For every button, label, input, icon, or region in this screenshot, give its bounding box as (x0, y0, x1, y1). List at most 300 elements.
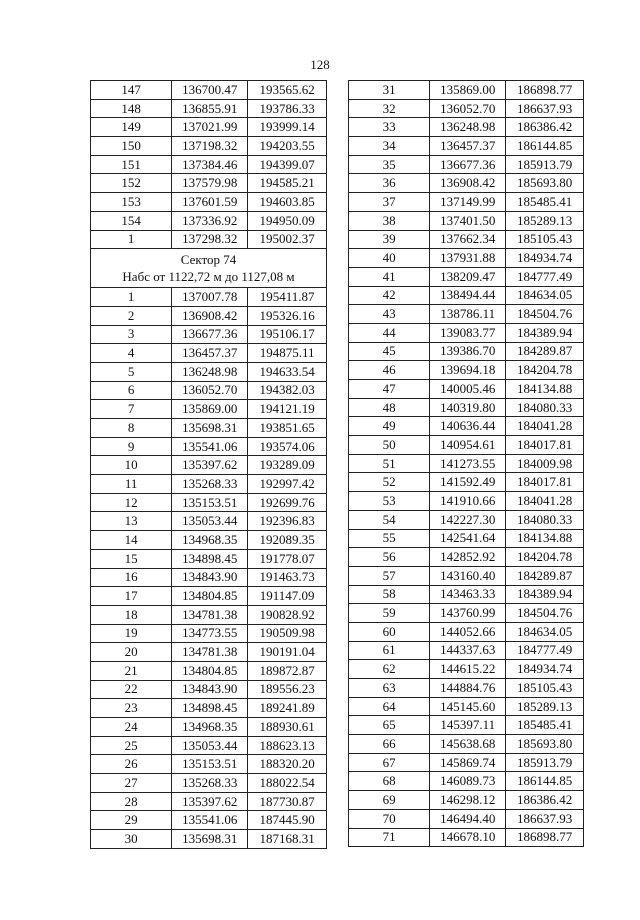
y-coordinate-cell: 184080.33 (506, 510, 584, 529)
x-coordinate-cell: 134898.45 (172, 549, 248, 568)
x-coordinate-cell: 135053.44 (172, 736, 248, 755)
point-number-cell: 31 (349, 81, 430, 100)
table-row (91, 568, 327, 587)
table-row (349, 211, 584, 230)
table-row (349, 193, 584, 212)
table-row (91, 792, 327, 811)
point-number-cell: 150 (91, 137, 172, 156)
point-number-cell: 44 (349, 323, 430, 342)
x-coordinate-cell: 135268.33 (172, 475, 248, 494)
x-coordinate-cell: 142541.64 (430, 529, 506, 548)
x-coordinate-cell: 134968.35 (172, 718, 248, 737)
y-coordinate-cell: 185913.79 (506, 753, 584, 772)
y-coordinate-cell: 184009.98 (506, 454, 584, 473)
table-row (349, 735, 584, 754)
x-coordinate-cell: 141273.55 (430, 454, 506, 473)
table-row (91, 736, 327, 755)
y-coordinate-cell: 184504.76 (506, 305, 584, 324)
y-coordinate-cell: 193565.62 (248, 81, 327, 100)
x-coordinate-cell: 145397.11 (430, 716, 506, 735)
x-coordinate-cell: 140319.80 (430, 398, 506, 417)
y-coordinate-cell: 184634.05 (506, 622, 584, 641)
table-row (91, 344, 327, 363)
x-coordinate-cell: 136700.47 (172, 81, 248, 100)
table-row (349, 380, 584, 399)
y-coordinate-cell: 187730.87 (248, 792, 327, 811)
table-row (91, 419, 327, 438)
y-coordinate-cell: 191463.73 (248, 568, 327, 587)
x-coordinate-cell: 143160.40 (430, 566, 506, 585)
table-row (91, 155, 327, 174)
point-number-cell: 23 (91, 699, 172, 718)
table-row (91, 755, 327, 774)
table-row (349, 305, 584, 324)
table-row (349, 510, 584, 529)
sector-subtitle: Набс от 1122,72 м до 1127,08 м (122, 269, 295, 285)
y-coordinate-cell: 184634.05 (506, 286, 584, 305)
y-coordinate-cell: 193851.65 (248, 419, 327, 438)
y-coordinate-cell: 185485.41 (506, 193, 584, 212)
y-coordinate-cell: 185289.13 (506, 211, 584, 230)
x-coordinate-cell: 138494.44 (430, 286, 506, 305)
point-number-cell: 42 (349, 286, 430, 305)
table-row (349, 81, 584, 100)
point-number-cell: 57 (349, 566, 430, 585)
point-number-cell: 27 (91, 774, 172, 793)
y-coordinate-cell: 194950.09 (248, 211, 327, 230)
x-coordinate-cell: 136908.42 (172, 306, 248, 325)
x-coordinate-cell: 137384.46 (172, 155, 248, 174)
sector-header-row (91, 249, 327, 288)
y-coordinate-cell: 190828.92 (248, 605, 327, 624)
table-row (91, 531, 327, 550)
x-coordinate-cell: 136677.36 (430, 155, 506, 174)
table-row (349, 398, 584, 417)
point-number-cell: 15 (91, 549, 172, 568)
table-row (91, 605, 327, 624)
y-coordinate-cell: 184134.88 (506, 380, 584, 399)
x-coordinate-cell: 134968.35 (172, 531, 248, 550)
x-coordinate-cell: 143760.99 (430, 604, 506, 623)
table-row (349, 716, 584, 735)
table-row (91, 400, 327, 419)
y-coordinate-cell: 192997.42 (248, 475, 327, 494)
table-row (91, 325, 327, 344)
point-number-cell: 49 (349, 417, 430, 436)
coordinates-table-right-body (349, 81, 584, 847)
y-coordinate-cell: 195326.16 (248, 306, 327, 325)
table-row (349, 809, 584, 828)
point-number-cell: 61 (349, 641, 430, 660)
point-number-cell: 60 (349, 622, 430, 641)
x-coordinate-cell: 136248.98 (430, 118, 506, 137)
x-coordinate-cell: 136908.42 (430, 174, 506, 193)
point-number-cell: 38 (349, 211, 430, 230)
table-row (349, 622, 584, 641)
table-row (349, 286, 584, 305)
table-row (91, 475, 327, 494)
x-coordinate-cell: 146678.10 (430, 828, 506, 847)
point-number-cell: 58 (349, 585, 430, 604)
y-coordinate-cell: 190191.04 (248, 643, 327, 662)
x-coordinate-cell: 137007.78 (172, 288, 248, 307)
y-coordinate-cell: 194203.55 (248, 137, 327, 156)
point-number-cell: 52 (349, 473, 430, 492)
point-number-cell: 35 (349, 155, 430, 174)
x-coordinate-cell: 137662.34 (430, 230, 506, 249)
point-number-cell: 14 (91, 531, 172, 550)
point-number-cell: 70 (349, 809, 430, 828)
point-number-cell: 10 (91, 456, 172, 475)
x-coordinate-cell: 134843.90 (172, 680, 248, 699)
y-coordinate-cell: 195106.17 (248, 325, 327, 344)
y-coordinate-cell: 184389.94 (506, 323, 584, 342)
table-row (91, 456, 327, 475)
point-number-cell: 45 (349, 342, 430, 361)
x-coordinate-cell: 140954.61 (430, 436, 506, 455)
x-coordinate-cell: 146089.73 (430, 772, 506, 791)
table-row (349, 342, 584, 361)
table-row (349, 137, 584, 156)
table-row (349, 641, 584, 660)
y-coordinate-cell: 192699.76 (248, 493, 327, 512)
x-coordinate-cell: 136052.70 (430, 99, 506, 118)
x-coordinate-cell: 142227.30 (430, 510, 506, 529)
y-coordinate-cell: 186637.93 (506, 99, 584, 118)
table-row (91, 193, 327, 212)
table-row (91, 549, 327, 568)
point-number-cell: 16 (91, 568, 172, 587)
table-row (91, 587, 327, 606)
x-coordinate-cell: 135397.62 (172, 792, 248, 811)
y-coordinate-cell: 189872.87 (248, 661, 327, 680)
y-coordinate-cell: 190509.98 (248, 624, 327, 643)
y-coordinate-cell: 195411.87 (248, 288, 327, 307)
y-coordinate-cell: 186144.85 (506, 137, 584, 156)
y-coordinate-cell: 193786.33 (248, 99, 327, 118)
table-row (349, 174, 584, 193)
x-coordinate-cell: 134773.55 (172, 624, 248, 643)
x-coordinate-cell: 144884.76 (430, 679, 506, 698)
x-coordinate-cell: 143463.33 (430, 585, 506, 604)
point-number-cell: 30 (91, 830, 172, 849)
coordinates-table-right (348, 80, 584, 847)
point-number-cell: 43 (349, 305, 430, 324)
x-coordinate-cell: 145638.68 (430, 735, 506, 754)
x-coordinate-cell: 137931.88 (430, 249, 506, 268)
x-coordinate-cell: 137601.59 (172, 193, 248, 212)
point-number-cell: 18 (91, 605, 172, 624)
y-coordinate-cell: 184504.76 (506, 604, 584, 623)
table-row (91, 230, 327, 249)
x-coordinate-cell: 137336.92 (172, 211, 248, 230)
y-coordinate-cell: 194603.85 (248, 193, 327, 212)
point-number-cell: 41 (349, 267, 430, 286)
point-number-cell: 66 (349, 735, 430, 754)
point-number-cell: 152 (91, 174, 172, 193)
table-row (91, 211, 327, 230)
point-number-cell: 24 (91, 718, 172, 737)
y-coordinate-cell: 186898.77 (506, 81, 584, 100)
y-coordinate-cell: 189241.89 (248, 699, 327, 718)
y-coordinate-cell: 188623.13 (248, 736, 327, 755)
table-row (349, 660, 584, 679)
table-row (91, 493, 327, 512)
table-row (91, 811, 327, 830)
table-row (349, 118, 584, 137)
y-coordinate-cell: 194875.11 (248, 344, 327, 363)
y-coordinate-cell: 185693.80 (506, 174, 584, 193)
point-number-cell: 68 (349, 772, 430, 791)
y-coordinate-cell: 184041.28 (506, 417, 584, 436)
x-coordinate-cell: 135541.06 (172, 811, 248, 830)
table-row (91, 624, 327, 643)
page-number: 128 (310, 57, 330, 72)
point-number-cell: 22 (91, 680, 172, 699)
y-coordinate-cell: 186637.93 (506, 809, 584, 828)
table-row (91, 118, 327, 137)
table-row (91, 512, 327, 531)
table-row (349, 361, 584, 380)
table-row (349, 249, 584, 268)
table-row (349, 99, 584, 118)
y-coordinate-cell: 185693.80 (506, 735, 584, 754)
point-number-cell: 40 (349, 249, 430, 268)
table-row (91, 81, 327, 100)
y-coordinate-cell: 184134.88 (506, 529, 584, 548)
x-coordinate-cell: 139386.70 (430, 342, 506, 361)
x-coordinate-cell: 136855.91 (172, 99, 248, 118)
y-coordinate-cell: 187445.90 (248, 811, 327, 830)
coordinates-table-left-body (91, 81, 327, 849)
table-row (349, 492, 584, 511)
table-row (91, 437, 327, 456)
x-coordinate-cell: 137298.32 (172, 230, 248, 249)
y-coordinate-cell: 185485.41 (506, 716, 584, 735)
x-coordinate-cell: 135869.00 (430, 81, 506, 100)
point-number-cell: 154 (91, 211, 172, 230)
x-coordinate-cell: 141592.49 (430, 473, 506, 492)
point-number-cell: 54 (349, 510, 430, 529)
x-coordinate-cell: 136248.98 (172, 362, 248, 381)
y-coordinate-cell: 193999.14 (248, 118, 327, 137)
point-number-cell: 149 (91, 118, 172, 137)
point-number-cell: 12 (91, 493, 172, 512)
y-coordinate-cell: 191778.07 (248, 549, 327, 568)
point-number-cell: 71 (349, 828, 430, 847)
y-coordinate-cell: 185105.43 (506, 230, 584, 249)
table-row (91, 718, 327, 737)
x-coordinate-cell: 140636.44 (430, 417, 506, 436)
table-row (349, 230, 584, 249)
table-row (349, 679, 584, 698)
y-coordinate-cell: 192396.83 (248, 512, 327, 531)
point-number-cell: 5 (91, 362, 172, 381)
point-number-cell: 3 (91, 325, 172, 344)
table-row (91, 306, 327, 325)
y-coordinate-cell: 184389.94 (506, 585, 584, 604)
point-number-cell: 29 (91, 811, 172, 830)
point-number-cell: 67 (349, 753, 430, 772)
table-row (91, 680, 327, 699)
point-number-cell: 39 (349, 230, 430, 249)
y-coordinate-cell: 194585.21 (248, 174, 327, 193)
point-number-cell: 51 (349, 454, 430, 473)
sector-header (91, 249, 327, 288)
y-coordinate-cell: 186386.42 (506, 791, 584, 810)
x-coordinate-cell: 135153.51 (172, 493, 248, 512)
table-row (349, 772, 584, 791)
point-number-cell: 37 (349, 193, 430, 212)
table-row (91, 699, 327, 718)
point-number-cell: 151 (91, 155, 172, 174)
point-number-cell: 26 (91, 755, 172, 774)
point-number-cell: 47 (349, 380, 430, 399)
point-number-cell: 48 (349, 398, 430, 417)
table-row (349, 753, 584, 772)
point-number-cell: 59 (349, 604, 430, 623)
y-coordinate-cell: 193574.06 (248, 437, 327, 456)
y-coordinate-cell: 188022.54 (248, 774, 327, 793)
x-coordinate-cell: 134781.38 (172, 605, 248, 624)
x-coordinate-cell: 136052.70 (172, 381, 248, 400)
point-number-cell: 46 (349, 361, 430, 380)
y-coordinate-cell: 184041.28 (506, 492, 584, 511)
point-number-cell: 34 (349, 137, 430, 156)
y-coordinate-cell: 184204.78 (506, 548, 584, 567)
table-row (349, 436, 584, 455)
point-number-cell: 28 (91, 792, 172, 811)
point-number-cell: 8 (91, 419, 172, 438)
point-number-cell: 32 (349, 99, 430, 118)
y-coordinate-cell: 194382.03 (248, 381, 327, 400)
y-coordinate-cell: 184777.49 (506, 641, 584, 660)
y-coordinate-cell: 189556.23 (248, 680, 327, 699)
y-coordinate-cell: 186386.42 (506, 118, 584, 137)
y-coordinate-cell: 185105.43 (506, 679, 584, 698)
point-number-cell: 11 (91, 475, 172, 494)
x-coordinate-cell: 141910.66 (430, 492, 506, 511)
x-coordinate-cell: 138786.11 (430, 305, 506, 324)
x-coordinate-cell: 134804.85 (172, 587, 248, 606)
y-coordinate-cell: 192089.35 (248, 531, 327, 550)
table-row (349, 585, 584, 604)
y-coordinate-cell: 184080.33 (506, 398, 584, 417)
table-row (91, 99, 327, 118)
x-coordinate-cell: 139694.18 (430, 361, 506, 380)
coordinates-table-left (90, 80, 327, 849)
table-row (91, 362, 327, 381)
point-number-cell: 147 (91, 81, 172, 100)
x-coordinate-cell: 144615.22 (430, 660, 506, 679)
table-row (91, 381, 327, 400)
table-row (349, 828, 584, 847)
y-coordinate-cell: 184017.81 (506, 436, 584, 455)
x-coordinate-cell: 146298.12 (430, 791, 506, 810)
x-coordinate-cell: 135698.31 (172, 830, 248, 849)
y-coordinate-cell: 184934.74 (506, 660, 584, 679)
y-coordinate-cell: 194399.07 (248, 155, 327, 174)
point-number-cell: 63 (349, 679, 430, 698)
point-number-cell: 65 (349, 716, 430, 735)
x-coordinate-cell: 146494.40 (430, 809, 506, 828)
point-number-cell: 153 (91, 193, 172, 212)
x-coordinate-cell: 144052.66 (430, 622, 506, 641)
y-coordinate-cell: 191147.09 (248, 587, 327, 606)
table-row (349, 566, 584, 585)
x-coordinate-cell: 135268.33 (172, 774, 248, 793)
y-coordinate-cell: 194633.54 (248, 362, 327, 381)
point-number-cell: 9 (91, 437, 172, 456)
table-row (91, 174, 327, 193)
point-number-cell: 50 (349, 436, 430, 455)
table-row (91, 288, 327, 307)
table-row (349, 323, 584, 342)
point-number-cell: 2 (91, 306, 172, 325)
x-coordinate-cell: 137579.98 (172, 174, 248, 193)
x-coordinate-cell: 137401.50 (430, 211, 506, 230)
x-coordinate-cell: 145869.74 (430, 753, 506, 772)
y-coordinate-cell: 184777.49 (506, 267, 584, 286)
x-coordinate-cell: 135698.31 (172, 419, 248, 438)
y-coordinate-cell: 184017.81 (506, 473, 584, 492)
point-number-cell: 64 (349, 697, 430, 716)
point-number-cell: 62 (349, 660, 430, 679)
point-number-cell: 13 (91, 512, 172, 531)
x-coordinate-cell: 134781.38 (172, 643, 248, 662)
x-coordinate-cell: 136457.37 (172, 344, 248, 363)
x-coordinate-cell: 135053.44 (172, 512, 248, 531)
table-row (91, 661, 327, 680)
x-coordinate-cell: 134898.45 (172, 699, 248, 718)
table-row (349, 417, 584, 436)
point-number-cell: 19 (91, 624, 172, 643)
table-row (349, 791, 584, 810)
table-row (91, 774, 327, 793)
y-coordinate-cell: 184204.78 (506, 361, 584, 380)
x-coordinate-cell: 138209.47 (430, 267, 506, 286)
table-row (349, 454, 584, 473)
point-number-cell: 20 (91, 643, 172, 662)
x-coordinate-cell: 135153.51 (172, 755, 248, 774)
point-number-cell: 69 (349, 791, 430, 810)
x-coordinate-cell: 134843.90 (172, 568, 248, 587)
x-coordinate-cell: 139083.77 (430, 323, 506, 342)
table-row (91, 830, 327, 849)
y-coordinate-cell: 193289.09 (248, 456, 327, 475)
x-coordinate-cell: 137149.99 (430, 193, 506, 212)
point-number-cell: 25 (91, 736, 172, 755)
table-row (91, 137, 327, 156)
table-row (349, 697, 584, 716)
sector-title: Сектор 74 (180, 252, 237, 268)
y-coordinate-cell: 184934.74 (506, 249, 584, 268)
point-number-cell: 1 (91, 230, 172, 249)
x-coordinate-cell: 136677.36 (172, 325, 248, 344)
point-number-cell: 148 (91, 99, 172, 118)
table-row (349, 267, 584, 286)
x-coordinate-cell: 134804.85 (172, 661, 248, 680)
point-number-cell: 53 (349, 492, 430, 511)
table-row (349, 604, 584, 623)
table-row (349, 548, 584, 567)
y-coordinate-cell: 194121.19 (248, 400, 327, 419)
y-coordinate-cell: 195002.37 (248, 230, 327, 249)
x-coordinate-cell: 144337.63 (430, 641, 506, 660)
point-number-cell: 1 (91, 288, 172, 307)
table-row (91, 643, 327, 662)
table-row (349, 529, 584, 548)
